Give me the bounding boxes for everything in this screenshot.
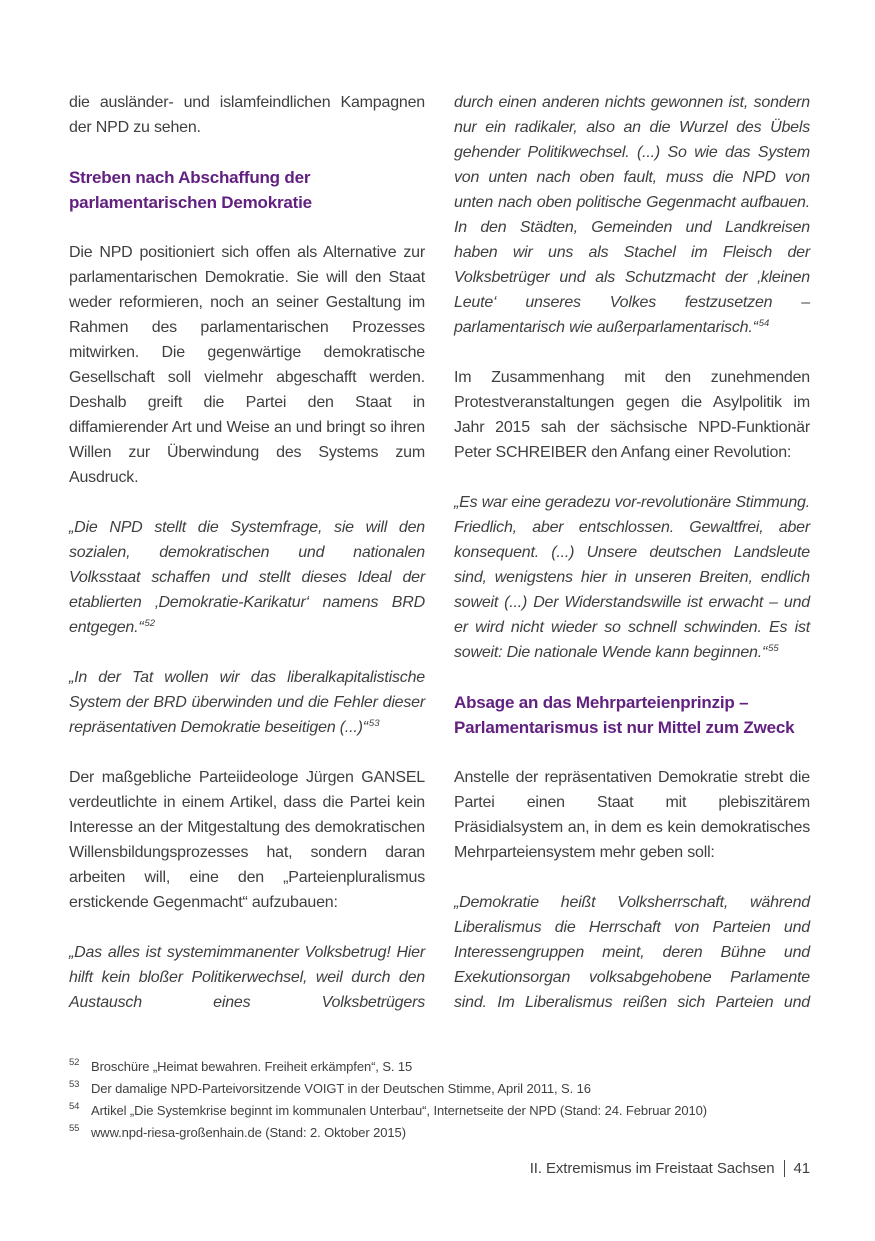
quote-text: „In der Tat wollen wir das liberalkapitalistische System der BRD überwinden und die Fehler dieser repräsentativen Demokratie beseitigen (...)“ [69, 669, 425, 736]
footnote [69, 1122, 817, 1144]
right-column [454, 90, 810, 1040]
block-quote [69, 515, 425, 640]
page-number: 41 [793, 1160, 810, 1177]
footnote-text: Broschüre „Heimat bewahren. Freiheit erkämpfen“, S. 15 [91, 1059, 413, 1074]
footnote-number: 52 [69, 1057, 80, 1068]
footnote-text: Der damalige NPD-Parteivorsitzende VOIGT in der Deutschen Stimme, April 2011, S. 16 [91, 1081, 591, 1096]
footnote [69, 1078, 817, 1100]
footnote-text: Artikel „Die Systemkrise beginnt im kommunalen Unterbau“, Internetseite der NPD (Stand: 24. Februar 2010) [91, 1103, 707, 1118]
heading-line: parlamentarischen Demokratie [69, 193, 312, 212]
footnote-text: www.npd-riesa-großenhain.de (Stand: 2. Oktober 2015) [91, 1125, 406, 1140]
block-quote [454, 490, 810, 665]
quote-text: durch einen anderen nichts gewonnen ist, sondern nur ein radikaler, also an die Wurzel des Übels gehender Politikwechsel. (...) So wie das System von unten nach oben fault, muss die NPD von unten nach oben politische Gegenmacht aufbauen. In den Städten, Gemeinden und Landkreisen haben wir uns als Stachel im Fleisch der Volksbetrüger und als Schutzmacht der ‚kleinen Leute‘ unseres Volkes festzusetzen – parlamentarisch wie außerparlamentarisch.“ [454, 94, 810, 336]
footnote-number: 53 [69, 1079, 80, 1090]
footnote-number: 54 [69, 1101, 80, 1112]
heading-line: Streben nach Abschaffung der [69, 168, 311, 187]
block-quote [69, 665, 425, 740]
paragraph: Im Zusammenhang mit den zunehmenden Protestveranstaltungen gegen die Asylpolitik im Jahr 2015 sah der sächsische NPD-Funktionär Peter SCHREIBER den Anfang einer Revolution: [454, 369, 810, 461]
footer-divider [784, 1160, 785, 1177]
paragraph: Der maßgebliche Parteiideologe Jürgen GANSEL verdeutlichte in einem Artikel, dass die Partei kein Interesse an der Mitgestaltung des demokratischen Willensbildungsprozesses hat, sondern daran arbeiten will, eine den „Parteienpluralismus erstickende Gegenmacht“ aufzubauen: [69, 769, 425, 911]
footnote [69, 1100, 817, 1122]
footnote-ref-52: 52 [144, 618, 156, 629]
footnotes-list [69, 1056, 817, 1144]
section-heading-abschaffung [69, 165, 425, 215]
footnote-ref-55: 55 [768, 643, 779, 654]
page-footer [530, 1160, 810, 1177]
paragraph: Anstelle der repräsentativen Demokratie strebt die Partei einen Staat mit plebiszitärem Präsidialsystem an, in dem es kein demokratisches Mehrparteiensystem mehr geben soll: [454, 769, 810, 861]
quote-text: „Die NPD stellt die Systemfrage, sie will den sozialen, demokratischen und nationalen Volksstaat schaffen und stellt dieses Ideal der etablierten ‚Demokratie-Karikatur‘ namens BRD entgegen.“ [69, 519, 425, 636]
left-column [69, 90, 425, 1040]
paragraph-continuation: die ausländer- und islamfeindlichen Kampagnen der NPD zu sehen. [69, 94, 425, 136]
quote-text: „Es war eine geradezu vor-revolutionäre Stimmung. Friedlich, aber entschlossen. Gewaltfrei, aber konsequent. (...) Unsere deutschen Landsleute sind, wenigstens hier in unseren Breiten, endlich soweit (...) Der Widerstandswille ist erwacht – und er wird nicht wieder so schnell schwinden. Es ist soweit: Die nationale Wende kann beginnen.“ [454, 494, 810, 661]
paragraph: Die NPD positioniert sich offen als Alternative zur parlamentarischen Demokratie. Sie will den Staat weder reformieren, noch an seiner Gestaltung im Rahmen des parlamentarischen Prozesses mitwirken. Die gegenwärtige demokratische Gesellschaft soll vielmehr abgeschafft werden. Deshalb greift die Partei den Staat in diffamierender Art und Weise an und bringt so ihren Willen zur Überwindung des Systems zum Ausdruck. [69, 244, 425, 486]
footer-section-title: II. Extremismus im Freistaat Sachsen [529, 1160, 775, 1177]
footnote-ref-53: 53 [368, 718, 380, 729]
block-quote-continued: „Demokratie heißt Volksherrschaft, während Liberalismus die Herrschaft von Parteien und Interessengruppen meint, deren Bühne und Exekutionsorgan volksabgehobene Parlamente sind. Im Liberalismus reißen sich Parteien und [454, 894, 810, 1011]
heading-line: Parlamentarismus ist nur Mittel zum Zweck [454, 718, 795, 737]
footnote-number: 55 [69, 1123, 80, 1134]
footnote-ref-54: 54 [758, 318, 770, 329]
block-quote-continued: „Das alles ist systemimmanenter Volksbetrug! Hier hilft kein bloßer Politikerwechsel, weil durch den Austausch eines Volksbetrügers [69, 944, 425, 1011]
section-heading-absage [454, 690, 810, 740]
block-quote-continuation [454, 90, 810, 340]
footnote [69, 1056, 817, 1078]
two-column-text-area [69, 90, 810, 1040]
heading-line: Absage an das Mehrparteienprinzip – [454, 693, 749, 712]
